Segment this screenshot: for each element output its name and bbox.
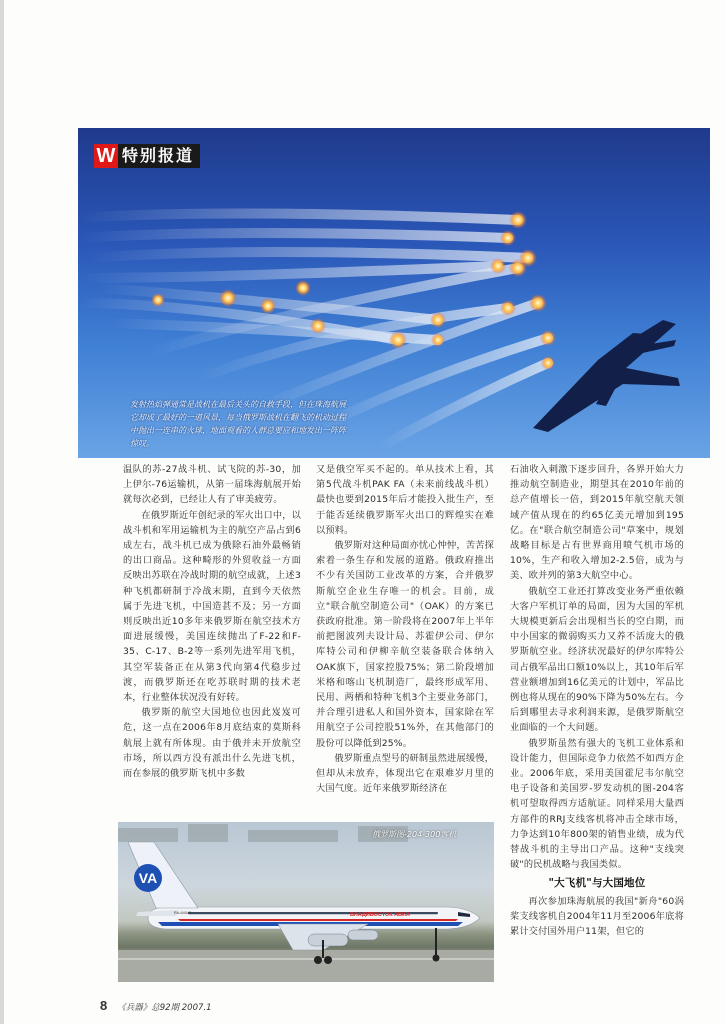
- paragraph: 石油收入刺激下逐步回升，各界开始大力推动航空制造业，期望其在2010年前的总产值增长一倍，到2015年航空航天领域产值从现在的约65亿美元增加到195亿。在"联合航空制造公司"草案中，规划战略目标是占有世界商用喷气机市场的10%，生产和收入增加2-2.5倍，成为与美、欧并列的第3大航空中心。: [510, 464, 684, 582]
- airliner-caption: 俄罗斯图-204-300客机: [372, 830, 457, 839]
- paragraph: 再次参加珠海航展的我国"新舟"60涡桨支线客机自2004年11月至2006年底将累计交付国外用户11架，但它的: [510, 895, 684, 938]
- section-title: 特别报道: [118, 144, 200, 168]
- registration-text: RA-64042: [174, 911, 192, 915]
- tail-logo: VA: [138, 870, 158, 886]
- paragraph: 温队的苏-27战斗机、试飞院的苏-30，加上伊尔-76运输机，从第一届珠海航展开始就每次必到，已经让人有了审美疲劳。: [123, 464, 301, 506]
- subheading: "大飞机"与大国地位: [548, 877, 646, 890]
- paragraph: 俄罗斯对这种局面亦忧心忡忡，苦苦探索着一条生存和发展的道路。俄政府推出不少有关国防工业改革的方案，合并俄罗斯航空企业生存唯一的机会。目前，成立"联合航空制造公司"（OAK）的方案已获政府批准。第一阶段将在2007年上半年前把图波列夫设计局、苏霍伊公司、伊尔库特公司和伊柳辛航空装备联合体纳入OAK旗下，国家控股75%；第二阶段增加米格和喀山飞机制造厂，最终形成军用、民用、两栖和特种飞机3个主要业务部门，并合理引进私人和国外资本，国家除在军用航空子公司控股51%外，在其他部门的股份可以降低到25%。: [316, 540, 494, 749]
- page-number: 8: [100, 998, 108, 1013]
- article-column-3: [510, 462, 684, 939]
- scan-edge: [0, 0, 4, 1024]
- paragraph: 又是俄空军买不起的。单从技术上看，其第5代战斗机PAK FA（未来前线战斗机）最快也要到2015年后才能投入批生产，至于能否延续俄罗斯军火出口的辉煌实在难以预料。: [316, 464, 494, 536]
- paragraph: 在俄罗斯近年创纪录的军火出口中，以战斗机和军用运输机为主的航空产品占到6成左右，战斗机已成为俄除石油外最畅销的出口商品。这种畸形的外贸收益一方面反映出苏联在冷战时期的航空成就，上述3种飞机都研制于冷战末期，直到今天依然属于先进飞机，中国造甚不及；另一方面则反映出近10多年来俄罗斯在航空技术方面进展缓慢，美国连续抛出了F-22和F-35、C-17、B-2等一系列先进军用飞机，其空军装备正在从第3代向第4代稳步过渡，而俄罗斯还在吃苏联时期的技术老本，行业整体状况没有好转。: [123, 509, 301, 704]
- article-column-2: [316, 462, 494, 796]
- livery-text: ВЛАДИВОСТОК АВИА: [350, 912, 410, 918]
- paragraph: 俄罗斯的航空大国地位也因此岌岌可危，这一点在2006年8月底结束的莫斯科航展上就有所体现。由于俄并未开放航空市场，所以西方没有派出什么先进飞机，而在参展的俄罗斯飞机中多数: [123, 707, 301, 780]
- paragraph: 俄罗斯虽然有强大的飞机工业体系和设计能力，但国际竞争力依然不如西方企业。2006年底，采用美国霍尼韦尔航空电子设备和美国罗-罗发动机的图-204客机可望取得西方适航证。同样采用大量西方部件的RRJ支线客机将冲击全球市场，力争达到10年800架的销售业绩，成为代替战斗机的主导出口产品。这种"支线突破"的民机战略与我国类似。: [510, 737, 684, 871]
- airliner-illustration: [118, 822, 494, 982]
- article-column-1: [123, 462, 301, 781]
- hero-caption: 发射热焰弹通常是战机在最后关头的自救手段，但在珠海航展它却成了最好的一道风景，每当俄罗斯战机在翻飞的机动过程中抛出一连串的火球，地面观看的人群总要应和地发出一阵阵惊叹。: [130, 400, 346, 448]
- section-tag: [94, 144, 200, 168]
- airliner-photo: [118, 822, 494, 982]
- paragraph: 俄罗斯重点型号的研制虽然进展缓慢，但却从未放弃，体现出它在艰难岁月里的大国气度。近年来俄罗斯经济在: [316, 752, 494, 795]
- section-letter: W: [94, 144, 118, 168]
- page-footer: [100, 998, 212, 1013]
- paragraph: 俄航空工业还打算改变业务严重依赖大客户军机订单的局面，因为大国的军机大规模更新后会出现相当长的空白期，而中小国家的微弱购买力又养不活庞大的俄罗斯航空业。经济状况最好的伊尔库特公司占俄军品出口额10%以上，其10年后军营业额增加到16亿美元的计划中，军品比例也将从现在的90%下降为50%左右。今后到哪里去寻求利润来源，是俄罗斯航空业面临的一个大问题。: [510, 585, 684, 734]
- magazine-issue: 《兵器》总92期 2007.1: [117, 1003, 212, 1013]
